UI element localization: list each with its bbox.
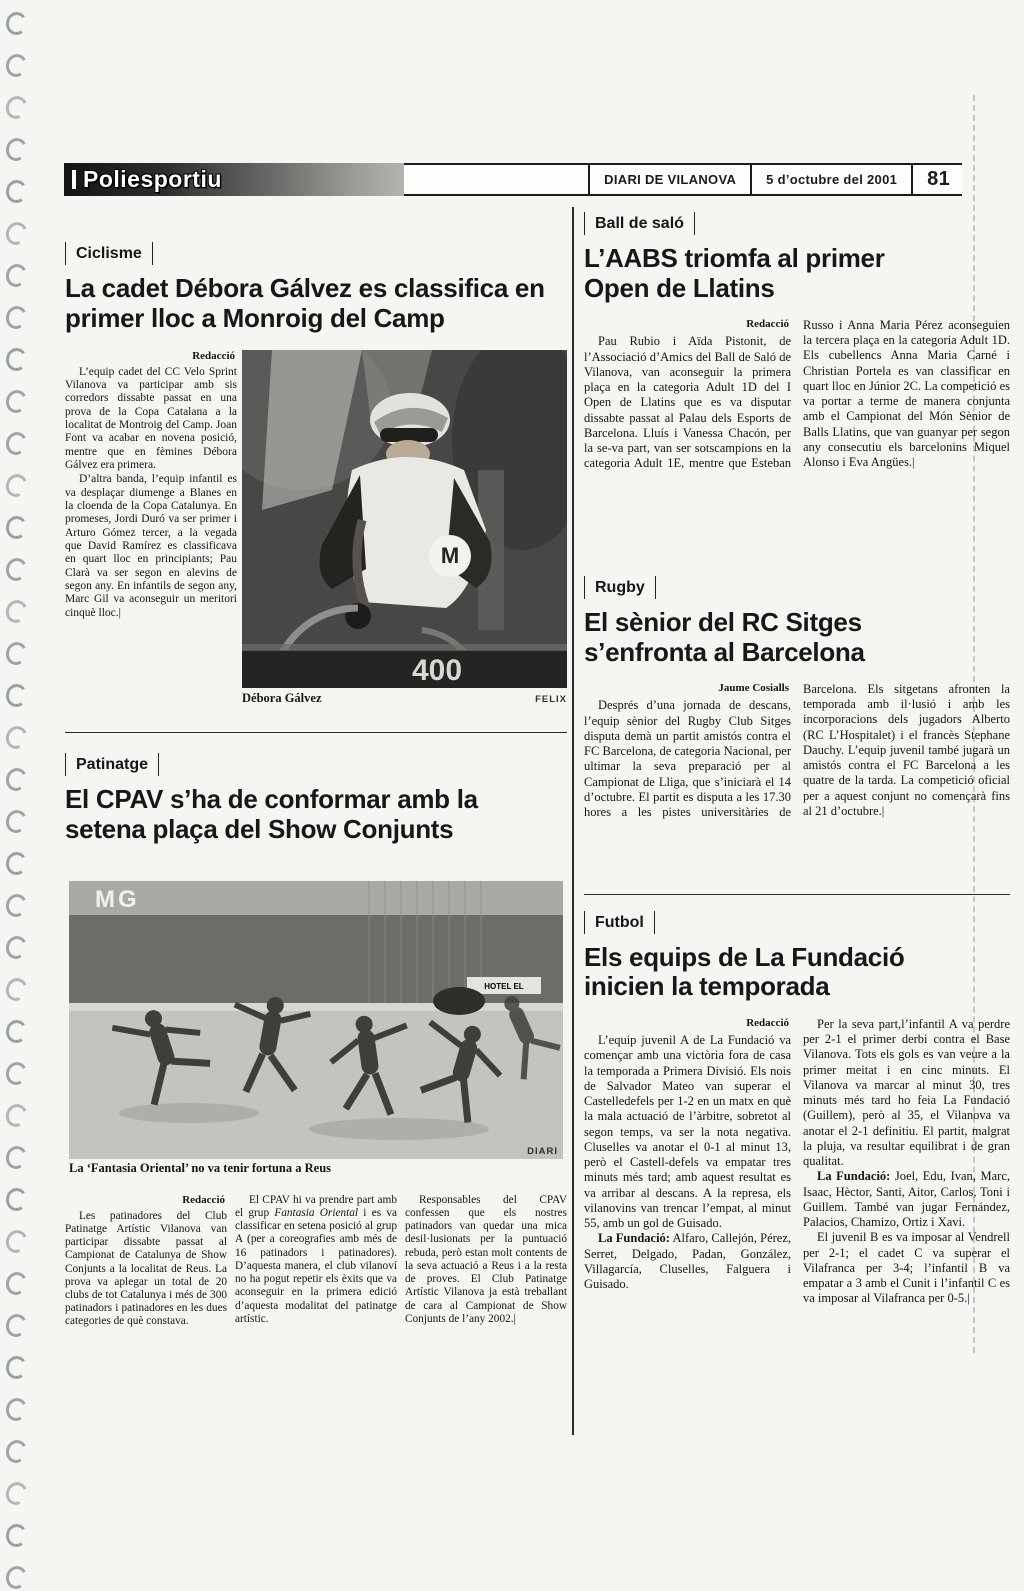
patinatge-paragraph [235, 1194, 397, 1326]
ciclisme-paragraph: D’altra banda, l’equip infantil es va desplaçar diumenge a Blanes en la cloenda de la Copa Catalunya. En promeses, Jordi Duró va ser primer i Arturo Gómez tercer, a la vegada que David Ramírez es classificava en quart lloc en principiants; Pau Clarà va ser segon en alevins de segon any. En infantils de segon any, Marc Gil va aconseguir un meritori cinquè lloc.| [65, 473, 237, 619]
patinatge-col-1 [65, 1194, 227, 1329]
patinatge-photo-caption: La ‘Fantasia Oriental’ no va tenir fortuna a Reus [69, 1160, 332, 1175]
svg-text:HOTEL EL: HOTEL EL [484, 981, 524, 991]
headline-patinatge: El CPAV s’ha de conformar amb la setena plaça del Show Conjunts [65, 784, 478, 844]
binding-ring-icon [5, 347, 29, 373]
futbol-paragraph: L’equip juvenil A de La Fundació va començar amb una victòria fora de casa la temporada a Primera Divisió. Els nois de Salvador Mateo van superar el Castelledefels per 1-2 en un matx en què la mala actuació de l’àrbitre, sobretot al segon temps, va ser la nota negativa. Cluselles va anotar el 0-1 al minut 13, però el Castell-defels va empatar tres minuts més tard; amb aquest resultat es va arribar al descans. A la represa, els vilanovins van trencar l’empat, al minut 55, amb un gol de Guisado. [584, 1033, 791, 1231]
patinatge-paragraph: Les patinadores del Club Patinatge Artístic Vilanova van participar dissabte passat al Campionat de Catalunya de Show Conjunts a la localitat de Reus. La prova va aplegar un total de 20 clubs de tot Catalunya i més de 300 patinadors i patinadores en les dues categories de què constava. [65, 1209, 227, 1328]
futbol-paragraph: El juvenil B es va imposar al Vendrell per 2-1; el cadet C va superar el Vilafranca per 3-4; l’infantil B va empatar a 3 amb el Cunit i l’infantil C es va imposar al Vilafranca per 0-5.| [803, 1230, 1010, 1306]
ciclisme-text-column [65, 350, 237, 706]
byline-patinatge: Redacció [182, 1193, 225, 1206]
patinatge-col2-text: El CPAV hi va prendre part amb el grup [235, 1193, 397, 1220]
binding-ring-icon [2, 1227, 30, 1256]
futbol-body [584, 1017, 1010, 1395]
photo-credit: FELIX [535, 693, 567, 705]
binding-ring-icon [4, 262, 30, 289]
section-label-rugby: Rugby [584, 576, 656, 599]
column-divider [572, 207, 574, 1435]
article-futbol [584, 895, 1010, 1395]
binding-ring-icon [5, 1019, 29, 1045]
binding-strip [6, 12, 46, 1449]
ciclisme-photo-caption-row [242, 691, 567, 706]
cyclist-photo-art [242, 350, 567, 688]
rugby-paragraph: Després d’una jornada de descans, l’equip sènior del Rugby Club Sitges disputa demà un partit amistós contra el FC Barcelona, de categoria Nacional, per ultimar la seva preparació per al Campionat de Lliga, que s’iniciarà el 14 d’octubre. El partit es disputa a les 17.30 hores a les pistes universitàries de Barcelona. Els sitgetans afronten la temporada amb il·lusió i amb les incorporacions dels jugadors Alberto (RC L’Hospitalet) i el francès Stephane Dauchy. L’equip juvenil també jugarà un amistós contra el FC Barcelona a les quatre de la tarda. La competició oficial per a aquest conjunt no començarà fins al 21 d’octubre.| [584, 681, 1010, 820]
patinatge-paragraph: Responsables del CPAV confessen que els nostres patinadors van quedar una mica desil·lusionats per la puntuació rebuda, però estan molt contents de la seva actuació a Reus i a la resta de proves. El Club Patinatge Artístic Vilanova ja està treballant de cara al Campionat de Show Conjunts de l’any 2002.| [405, 1193, 567, 1325]
photo-credit: DIARI [527, 1145, 558, 1157]
patinatge-col2-italic: Fantasia Oriental [274, 1207, 359, 1220]
page-number: 81 [927, 168, 950, 190]
binding-ring-icon [4, 934, 30, 961]
binding-ring-icon [4, 892, 30, 919]
section-label-ciclisme: Ciclisme [65, 242, 153, 265]
binding-ring-icon [2, 975, 30, 1004]
byline-ciclisme: Redacció [192, 349, 235, 362]
byline-rugby: Jaume Cosialls [718, 681, 789, 694]
binding-ring-icon [5, 1355, 29, 1381]
headline-ball-de-salo: L’AABS triomfa al primer Open de Llatins [584, 243, 885, 303]
section-label-futbol: Futbol [584, 911, 655, 934]
binding-ring-icon [4, 388, 30, 415]
ciclisme-photo-figure [242, 350, 567, 706]
binding-ring-icon [2, 93, 30, 122]
section-label-patinatge: Patinatge [65, 753, 159, 776]
binding-ring-icon [4, 1312, 30, 1339]
lineup-names: Alfaro, Callejón, Pérez, Serret, Delgado, Padan, González, Villagarcía, Cluselles, Falguera i Guisado. [584, 1231, 791, 1292]
patinatge-col-2 [235, 1194, 397, 1329]
binding-ring-icon [5, 179, 29, 205]
futbol-lineup-b [803, 1169, 1010, 1230]
skaters-photo [69, 881, 563, 1159]
svg-text:MG: MG [95, 885, 140, 913]
binding-ring-icon [4, 1060, 30, 1087]
svg-text:M: M [440, 542, 460, 568]
binding-ring-icon [2, 219, 30, 248]
cyclist-photo [242, 350, 567, 688]
binding-ring-icon [2, 1479, 30, 1508]
binding-ring-icon [4, 1438, 30, 1465]
photo-caption: Débora Gálvez [242, 690, 322, 705]
tag-tick-icon [72, 170, 76, 189]
left-column [65, 212, 567, 1329]
patinatge-text-columns [65, 1194, 567, 1329]
masthead [64, 163, 962, 196]
lineup-names: Joel, Edu, Ivan, Marc, Isaac, Hèctor, Santi, Aitor, Carlos, Toni i Guillem. També van jugar Fernández, Palacios, Chamizo, Ortiz i Xavi. [803, 1169, 1010, 1230]
svg-text:400: 400 [411, 653, 463, 687]
patinatge-photo-figure [69, 881, 563, 1176]
binding-ring-icon [2, 471, 30, 500]
binding-ring-icon [5, 1187, 29, 1213]
binding-ring-icon [4, 808, 30, 835]
patinatge-col2-text: i es va classificar en setena posició al grup A (per a coreografies amb més de 16 patinadors i patinadores). D’aquesta manera, el club vilanoví no ha pogut repetir els èxits que va aconseguir en la primera edició d’aquesta modalitat del patinatge artístic. [235, 1207, 398, 1325]
binding-ring-icon [5, 1523, 29, 1549]
headline-futbol: Els equips de La Fundació inicien la temporada [584, 942, 905, 1002]
ball-de-salo-body [584, 318, 1010, 550]
issue-date: 5 d’octubre del 2001 [766, 172, 898, 187]
headline-rugby: El sènior del RC Sitges s’enfronta al Barcelona [584, 607, 865, 667]
section-tag [64, 163, 404, 196]
article-patinatge [65, 733, 567, 1329]
binding-ring-icon [4, 556, 30, 583]
binding-ring-icon [4, 304, 30, 331]
headline-ciclisme: La cadet Débora Gálvez es classifica en primer lloc a Monroig del Camp [65, 273, 545, 333]
binding-ring-icon [4, 1270, 30, 1297]
binding-ring-icon [4, 766, 30, 793]
binding-ring-icon [2, 597, 30, 626]
byline-ball-de-salo: Redacció [746, 317, 789, 330]
article-ball-de-salo [584, 212, 1010, 550]
binding-ring-icon [2, 1101, 30, 1130]
binding-ring-icon [2, 723, 30, 752]
ciclisme-body-row [65, 350, 567, 706]
futbol-paragraph: Per la seva part,l’infantil A va perdre per 2-1 el primer derbi contra el Base Vilanova. Tots els gols es van veure a la primer meitat i en cinc minuts. El Vilanova va marcar al minut 30, tres minuts més tard ho feia La Fundació (Guillem), però al 35, el Vilanova va anotar el 2-1 definitiu. El partit, malgrat la pluja, va resultar equilibrat i de gran qualitat. [803, 1016, 1010, 1169]
binding-ring-icon [5, 11, 29, 37]
binding-ring-icon [5, 851, 29, 877]
binding-ring-icon [4, 640, 30, 667]
binding-ring-icon [4, 1144, 30, 1171]
ball-de-salo-paragraph: Pau Rubio i Aïda Pistonit, de l’Associació d’Amics del Ball de Saló de Vilanova, van aconseguir la primera plaça en la categoria Adult 1D del I Open de Llatins que es va disputar dissabte passat al Palau dels Esports de Barcelona. Lluís i Vanessa Chacón, per la se-va part, van ser sotscampions en la categoria Adult 1E, mentre que Esteban Russo i Anna Maria Pérez aconseguien la tercera plaça en la categoria Adult 1D. Els cubellencs Anna Maria Carné i Christian Portela es van classificar en quart lloc en Júnior 2C. La competició es va portar a terme de manera conjunta amb el Campionat del Món Sènior de Balls Llatins, que van guanyar per segon any consecutiu els barcelonins Miquel Alonso i Eva Angües.| [584, 317, 1010, 471]
ciclisme-paragraph: L’equip cadet del CC Velo Sprint Vilanova va participar amb sis corredors dissabte passat en una prova de la Copa Catalana a la localitat de Montroig del Camp. Joan Font va acabar en novena posició, mentre que en fèmines Débora Gálvez era primera. [65, 365, 237, 471]
section-label-ball-de-salo: Ball de saló [584, 212, 695, 235]
binding-ring-icon [4, 136, 30, 163]
rugby-body [584, 682, 1010, 880]
skaters-photo-art [69, 881, 563, 1159]
issue-info-box [404, 163, 962, 196]
section-tag-label: Poliesportiu [83, 166, 222, 192]
article-ciclisme [65, 212, 567, 706]
paper-name: DIARI DE VILANOVA [604, 172, 737, 187]
lineup-label: La Fundació: [598, 1231, 670, 1246]
binding-ring-icon [4, 1396, 30, 1423]
article-rugby [584, 550, 1010, 880]
binding-ring-icon [4, 1564, 30, 1591]
futbol-lineup-a [584, 1231, 791, 1292]
patinatge-col-3 [405, 1194, 567, 1329]
binding-ring-icon [5, 515, 29, 541]
right-column [584, 212, 1010, 1395]
lineup-label: La Fundació: [817, 1169, 891, 1184]
binding-ring-icon [4, 430, 30, 457]
binding-ring-icon [4, 52, 30, 79]
byline-futbol: Redacció [746, 1016, 789, 1029]
binding-ring-icon [5, 683, 29, 709]
